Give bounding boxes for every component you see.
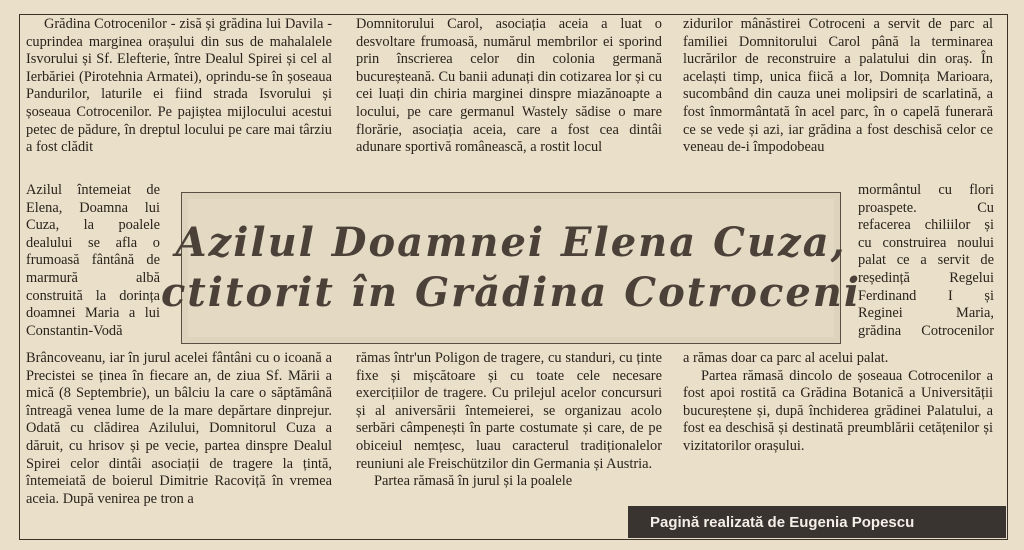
column-3-mid: [858, 182, 994, 340]
col1-mid-line: Elena, Doamna lui: [26, 199, 160, 216]
col3-mid-line: reședință Regelui: [858, 269, 994, 286]
headline-line-1: Azilul Doamnei Elena Cuza,: [175, 219, 847, 266]
column-3-bottom-1: a rămas doar ca parc al acelui palat.: [683, 350, 889, 366]
col1-mid-line: Constantin-Vodă: [26, 322, 123, 339]
column-1-bottom: [26, 350, 332, 508]
col3-mid-line: palat ce a servit de: [858, 252, 994, 269]
col3-mid-line: refacerea chiliilor și: [858, 217, 994, 234]
column-3-top: [683, 16, 993, 157]
headline-box: [160, 192, 862, 344]
column-1-bottom-text: Brâncoveanu, iar în jurul acelei fântâni cu o icoană a Precistei se ținea în fiecare an, de ziua Sf. Mării a mică (8 Septembrie), un bâlciu la care o săptămână întreagă venea lume de la mare depărtare dinprejur. Odată cu clădirea Azilului, Domnitorul Cuza a dăruit, cu hrisov și pe vecie, partea dinspre Dealul Spirei celor dintâi asociații de tragere la țintă, întemeiată de boierul Dimitrie Racoviță în vremea aceia. După venirea pe tron a: [26, 350, 332, 507]
column-1-top-text: Grădina Cotrocenilor - zisă și grădina lui Davila - cuprindea marginea orașului din sus de mahalalele Isvorului și Sf. Elefterie, între Dealul Spirei și cel al Ierbăriei (Pirotehnia Armatei), oprindu-se în șoseaua Pandurilor, laturile ei fiind strada Isvorului și șoseaua Cotrocenilor. Pe pajiștea mijlocului acestui petec de pădure, în dreptul locului pe care mai târziu a fost clădit: [26, 16, 332, 156]
col1-mid-line: dealului se afla o: [26, 234, 160, 251]
headline-line-2: ctitorit în Grădina Cotroceni: [160, 269, 862, 316]
col3-mid-line: Reginei Maria,: [858, 305, 994, 322]
col1-mid-line: construită la dorința: [26, 287, 160, 304]
column-1-top: [26, 16, 332, 157]
column-2-bottom-text: rămas într'un Poligon de tragere, cu standuri, cu ținte fixe și mișcătoare și cu toate cele necesare exercițiilor de tragere. Cu prilejul acelor concursuri și al aniversării întemeierei, se organizau acolo serbări câmpenești în parte costumate și care, de pe obiceiul nemțesc, luau caracterul tradiționalelor reuniuni ale Freischützilor din Germania și Austria.: [356, 350, 662, 472]
column-1-mid: [26, 182, 160, 340]
col1-mid-line: marmură albă: [26, 269, 160, 286]
col3-mid-line: Ferdinand I și: [858, 287, 994, 304]
author-credit: [628, 506, 1006, 538]
col3-mid-line: cu construirea noului: [858, 234, 994, 251]
column-3-bottom-2: Partea rămasă dincolo de șoseaua Cotrocenilor a fost apoi rostită ca Grădina Botanică a Universității bucureștene și, după închiderea grădinei Palatului, a fost ea deschisă și destinată preumblării cetățenilor și vizitatorilor orașului.: [683, 367, 993, 454]
author-credit-text: Pagină realizată de Eugenia Popescu: [650, 513, 915, 531]
column-2-top: [356, 16, 662, 157]
col3-mid-line: proaspete. Cu: [858, 199, 994, 216]
col1-mid-line: frumoasă fântână de: [26, 252, 160, 269]
column-3-bottom: [683, 350, 993, 456]
col3-mid-line: grădina Cotrocenilor: [858, 322, 994, 339]
column-2-bottom: [356, 350, 662, 491]
column-2-top-text: Domnitorului Carol, asociația aceia a luat o desvoltare frumoasă, numărul membrilor ei sporind prin înscrierea celor din colonia germană bucureșteană. Cu banii adunați din cotizarea lor și cu cei luați din chiria marginei dinspre miazănoapte a locului, pe care germanul Wastely sădise o mare florărie, asociația aceia, care a fost cea dintâi adunare sportivă românească, a rostit locul: [356, 16, 662, 156]
column-2-last-text: Partea rămasă în jurul și la poalele: [374, 473, 573, 490]
headline-inner: [160, 199, 862, 337]
col1-mid-line: Cuza, la poalele: [26, 217, 160, 234]
col3-mid-line: mormântul cu flori: [858, 182, 994, 198]
col1-mid-line: doamnei Maria a lui: [26, 305, 160, 322]
col1-mid-line: Azilul întemeiat de: [26, 182, 160, 198]
column-3-top-text: zidurilor mânăstirei Cotroceni a servit de parc al familiei Domnitorului Carol până la terminarea lucrărilor de reconstruire a palatului din oraș. În acelaști timp, unica fiică a lor, Domnița Marioara, sucombând din cauza unei molipsiri de scarlatină, a fost înmormântată în acel parc, în o capelă funerară ce se vede și azi, iar grădina a fost deschisă celor ce veneau de-i împodobeau: [683, 16, 993, 156]
